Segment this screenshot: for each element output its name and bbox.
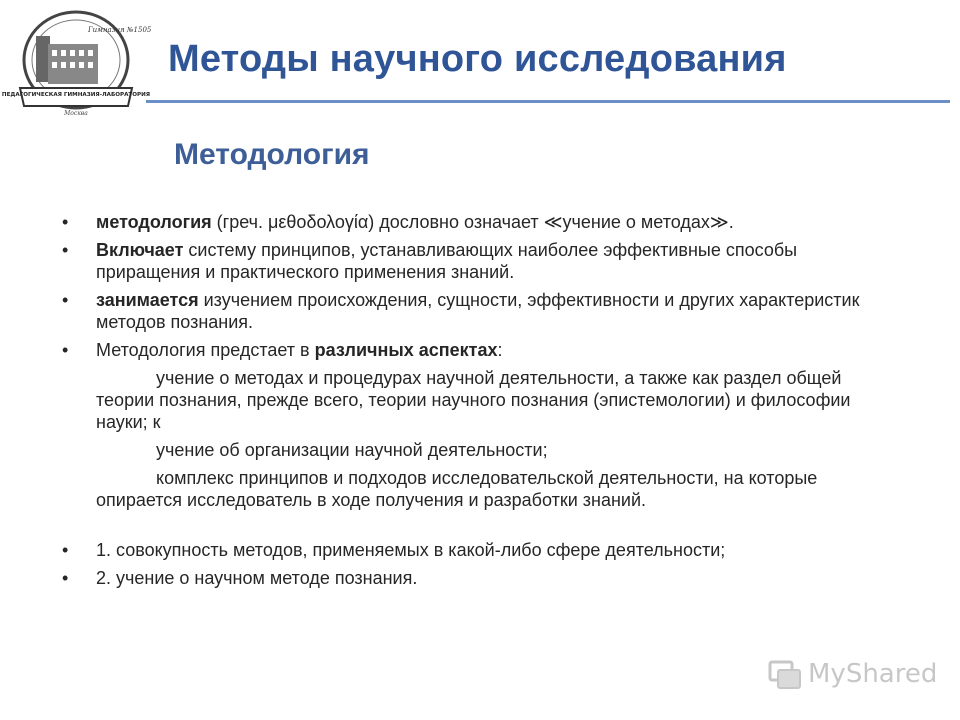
bullet-text: Методология предстает в <box>96 340 315 360</box>
spacer <box>62 517 902 539</box>
seal-city-text: Москва <box>64 110 88 117</box>
bullet-text: (греч. μεθοδολογία) дословно означает ≪учение о методах≫. <box>211 212 734 232</box>
school-seal-logo <box>1 8 152 120</box>
bullet-item <box>62 289 902 333</box>
bullet-term: различных аспектах <box>314 340 498 360</box>
bullet-text: систему принципов, устанавливающих наиболее эффективные способы приращения и практического применения знаний. <box>96 240 798 282</box>
watermark-text: MyShared <box>808 659 938 689</box>
definition-item: • 1. совокупность методов, применяемых в какой-либо сфере деятельности; <box>62 539 902 561</box>
bullet-term: занимается <box>96 290 199 310</box>
bullet-text: изучением происхождения, сущности, эффективности и других характеристик методов познания. <box>96 290 860 332</box>
bullet-item <box>62 239 902 283</box>
page-title: Методы научного исследования <box>168 38 787 80</box>
myshared-logo-icon <box>768 658 802 690</box>
aspect-item: учение об организации научной деятельности; <box>156 440 548 460</box>
definition-item: • 2. учение о научном методе познания. <box>62 567 902 589</box>
bullet-text: : <box>497 340 503 360</box>
bullet-term: Включает <box>96 240 184 260</box>
bullet-item <box>62 339 902 361</box>
section-subtitle: Методология <box>174 138 370 171</box>
aspect-item: учение о методах и процедурах научной деятельности, а также как раздел общей теории познания, прежде всего, теории научного познания (эпистемологии) и философии науки; к <box>96 368 851 432</box>
slide-body <box>62 211 902 595</box>
aspect-item: комплекс принципов и подходов исследовательской деятельности, на которые опирается исследователь в ходе получения и разработки знаний. <box>96 468 818 510</box>
seal-banner-text: ПЕДАГОГИЧЕСКАЯ ГИМНАЗИЯ-ЛАБОРАТОРИЯ <box>1 92 151 98</box>
bullet-item <box>62 211 902 233</box>
watermark <box>768 656 937 692</box>
bullet-term: методология <box>96 212 212 232</box>
seal-top-text: Гимназия №1505 <box>88 26 152 34</box>
school-seal-icon <box>1 8 152 120</box>
title-divider <box>146 100 950 103</box>
